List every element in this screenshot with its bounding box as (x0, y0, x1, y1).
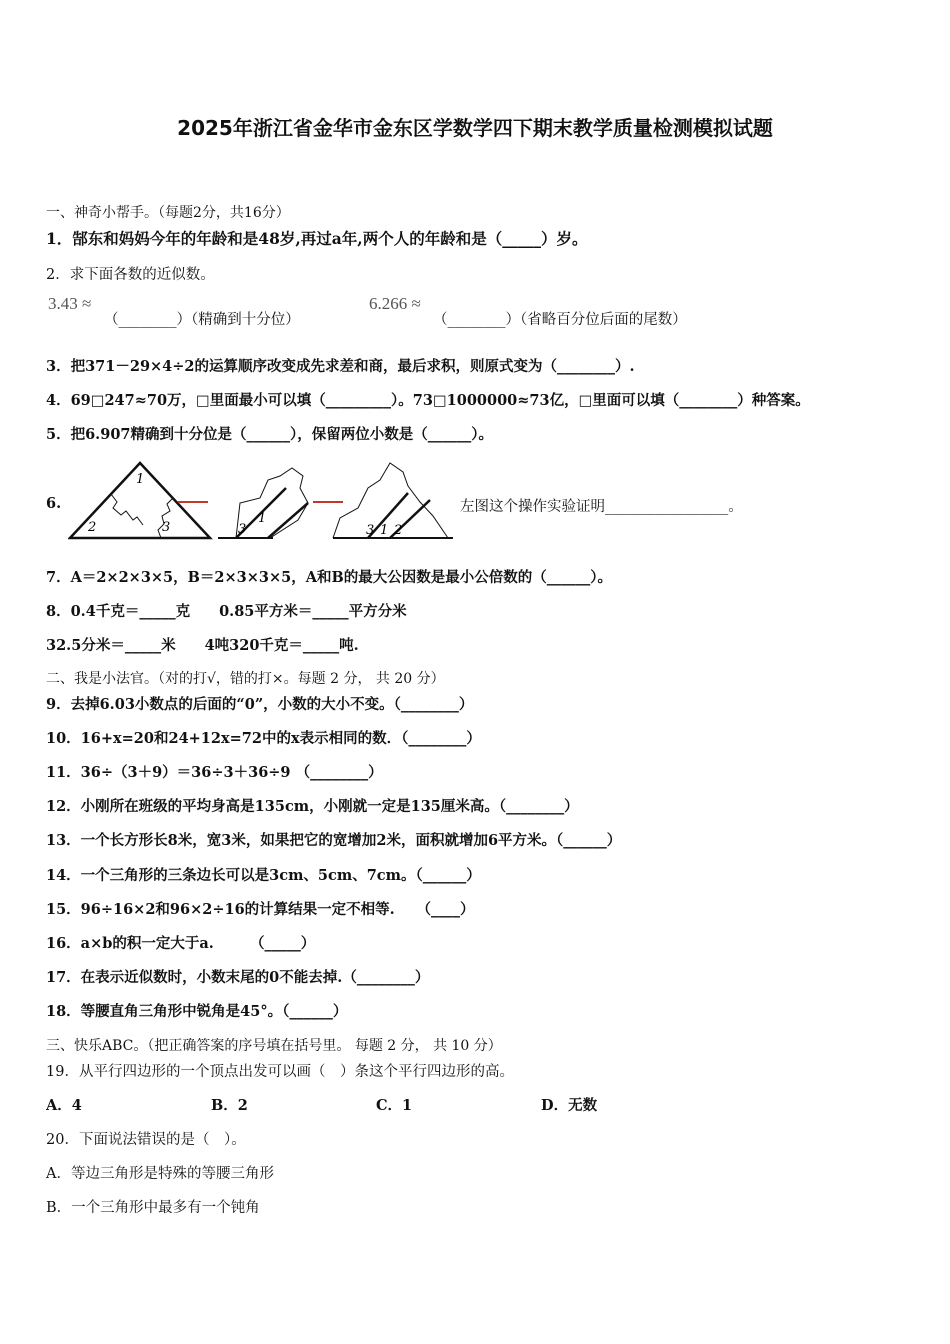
question-10: 10．16+x=20和24+12x=72中的x表示相同的数．（________） (46, 730, 481, 747)
angle-label-1c: 1 (380, 523, 389, 538)
angle-label-3c: 3 (366, 523, 375, 538)
question-8b: 32.5分米＝_____米 4吨320千克＝_____吨. (46, 637, 359, 654)
angle-label-1b: 1 (258, 511, 267, 526)
question-2a-blank: （________）（精确到十分位） (104, 312, 300, 328)
question-18: 18．等腰直角三角形中锐角是45°。（______） (46, 1003, 348, 1020)
question-1: 1．郜东和妈妈今年的年龄和是48岁,再过a年,两个人的年龄和是（_____）岁。 (46, 229, 588, 248)
question-13: 13．一个长方形长8米，宽3米，如果把它的宽增加2米，面积就增加6平方米。（______） (46, 832, 622, 849)
question-16: 16．a×b的积一定大于a. （_____） (46, 935, 316, 952)
triangle-tearing-figure (68, 458, 458, 543)
question-19-stem: 19．从平行四边形的一个顶点出发可以画（ ）条这个平行四边形的高。 (46, 1064, 514, 1080)
question-20-option-a: A．等边三角形是特殊的等腰三角形 (46, 1166, 274, 1182)
question-15: 15．96÷16×2和96×2÷16的计算结果一定不相等. （____） (46, 901, 475, 918)
question-3: 3．把371－29×4÷2的运算顺序改变成先求差和商，最后求积，则原式变为（________）. (46, 358, 635, 375)
question-4: 4．69□247≈70万，□里面最小可以填（_________）。73□1000000≈73亿，□里面可以填（________）种答案。 (46, 392, 810, 409)
question-8a: 8．0.4千克＝_____克 0.85平方米＝_____平方分米 (46, 603, 407, 620)
angle-label-2c: 2 (394, 523, 403, 538)
question-6-number: 6. (46, 495, 62, 512)
question-20-stem: 20．下面说法错误的是（ ）。 (46, 1132, 246, 1148)
section-2-heading: 二、我是小法官。（对的打√，错的打×。每题 2 分， 共 20 分） (46, 671, 445, 687)
question-6-text: 左图这个操作实验证明_________________。 (460, 499, 743, 515)
question-17: 17．在表示近似数时，小数末尾的0不能去掉.（________） (46, 969, 430, 986)
question-12: 12．小刚所在班级的平均身高是135cm，小刚就一定是135厘米高。（________） (46, 798, 579, 815)
question-5: 5．把6.907精确到十分位是（______），保留两位小数是（______）。 (46, 426, 493, 443)
question-7: 7．A＝2×2×3×5，B＝2×3×3×5，A和B的最大公因数是最小公倍数的（______）。 (46, 569, 612, 586)
angle-label-1: 1 (136, 472, 145, 487)
folded-edge-2b (268, 503, 308, 538)
question-19-option-b: B．2 (211, 1097, 248, 1114)
question-11: 11．36÷（3＋9）＝36÷3＋36÷9 （________） (46, 764, 383, 781)
question-14: 14．一个三角形的三条边长可以是3cm、5cm、7cm。（______） (46, 867, 481, 884)
angle-label-3: 3 (162, 520, 171, 535)
question-2b-number: 6.266 ≈ (369, 294, 421, 313)
question-20-option-b: B．一个三角形中最多有一个钝角 (46, 1200, 260, 1216)
question-19-option-d: D．无数 (541, 1097, 598, 1114)
question-19-option-c: C．1 (376, 1097, 413, 1114)
question-2a-number: 3.43 ≈ (48, 294, 92, 313)
angle-label-2: 2 (88, 520, 97, 535)
question-19-option-a: A．4 (46, 1097, 82, 1114)
question-9: 9．去掉6.03小数点的后面的“0”，小数的大小不变。（________） (46, 696, 474, 713)
page-title: 2025年浙江省金华市金东区学数学四下期末教学质量检测模拟试题 (177, 116, 773, 140)
question-2-stem: 2．求下面各数的近似数。 (46, 267, 215, 283)
question-2b-blank: （________）（省略百分位后面的尾数） (433, 312, 687, 328)
angle-label-3b: 3 (238, 522, 247, 537)
section-3-heading: 三、快乐ABC。（把正确答案的序号填在括号里。 每题 2 分， 共 10 分） (46, 1038, 502, 1054)
torn-shape-3 (333, 463, 448, 538)
tear-line-left (111, 494, 143, 525)
section-1-heading: 一、神奇小帮手。（每题2分，共16分） (46, 205, 290, 221)
